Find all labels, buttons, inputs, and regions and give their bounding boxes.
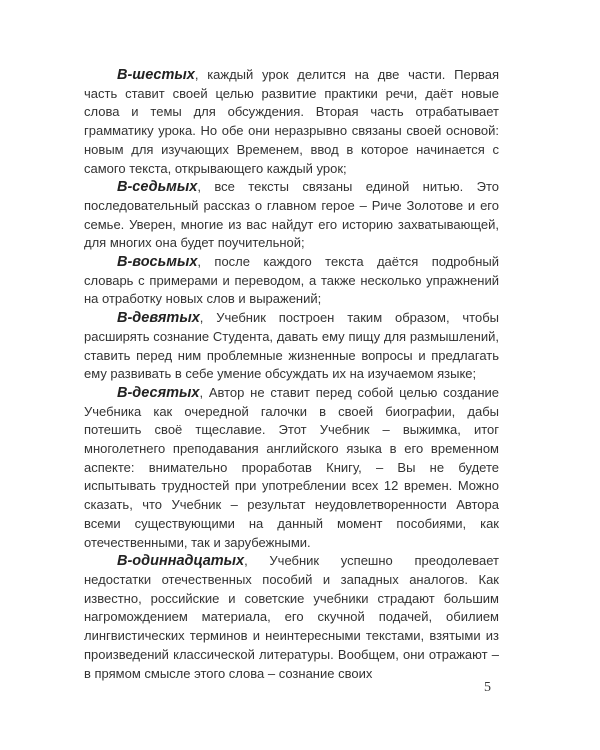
paragraph-text: , Учебник успешно преодолевает недостатки отечественных пособий и западных аналогов. Как известно, российские и советские учебники страдают большим нагромождением материала, его скучной подачей, обилием лингвистических терминов и неинтересными текстами, взятыми из произведений классической литературы. Вообщем, они отражают – в прямом смысле этого слова – сознание своих bbox=[84, 553, 499, 681]
page-number: 5 bbox=[484, 680, 491, 695]
paragraph-sixth bbox=[84, 66, 499, 178]
paragraph-lead: В-восьмых bbox=[117, 254, 198, 271]
page-body bbox=[84, 66, 499, 683]
paragraph-lead: В-одиннадцатых bbox=[117, 553, 245, 570]
paragraph-eleventh bbox=[84, 552, 499, 683]
paragraph-lead: В-седьмых bbox=[117, 179, 198, 196]
paragraph-text: , Учебник построен таким образом, чтобы расширять сознание Студента, давать ему пищу для размышлений, ставить перед ним проблемные жизненные вопросы и предлагать ему развивать в себе умение обсуждать их на изучаемом языке; bbox=[84, 310, 499, 382]
paragraph-seventh bbox=[84, 178, 499, 253]
paragraph-lead: В-девятых bbox=[117, 310, 200, 327]
paragraph-text: , все тексты связаны единой нитью. Это последовательный рассказ о главном герое – Риче Золотове и его семье. Уверен, многие из вас найдут его историю захватывающей, для многих она будет поучительной; bbox=[84, 179, 499, 251]
paragraph-eighth bbox=[84, 253, 499, 309]
paragraph-lead: В-десятых bbox=[117, 384, 200, 401]
paragraph-tenth bbox=[84, 384, 499, 552]
paragraph-text: , каждый урок делится на две части. Первая часть ставит своей целью развитие практики речи, даёт новые слова и темы для обсуждения. Вторая часть отрабатывает грамматику урока. Но обе они неразрывно связаны своей основой: новым для изучающих Временем, ввод в которое начинается с самого текста, открывающего каждый урок; bbox=[84, 67, 499, 176]
paragraph-lead: В-шестых bbox=[117, 67, 195, 83]
paragraph-ninth bbox=[84, 309, 499, 384]
paragraph-text: , Автор не ставит перед собой целью создание Учебника как очередной галочки в своей биографии, дабы потешить своё тщеславие. Этот Учебник – выжимка, итог многолетнего преподавания английского языка в его временном аспекте: внимательно проработав Книгу, – Вы не будете испытывать трудностей при употреблении всех 12 времен. Можно сказать, что Учебник – результат неудовлетворенности Автора всеми существующими на данный момент пособиями, как отечественными, так и зарубежными. bbox=[84, 384, 499, 550]
paragraph-text: , после каждого текста даётся подробный словарь с примерами и переводом, а также несколько упражнений на отработку новых слов и выражений; bbox=[84, 254, 499, 307]
